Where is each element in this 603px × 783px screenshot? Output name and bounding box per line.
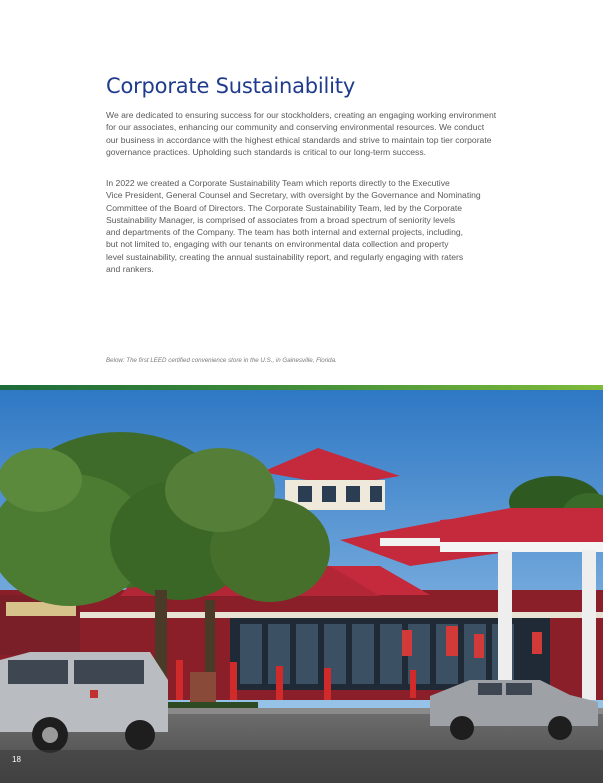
team-paragraph-line: Vice President, General Counsel and Secretary, with oversight by the Governance and Nominating [106, 190, 481, 201]
store-photo [0, 390, 603, 783]
intro-paragraph-line: our business in accordance with the highest ethical standards and strive to maintain top tier corporate [106, 134, 492, 145]
photo-caption: Below: The first LEED certified convenience store in the U.S., in Gainesville, Florida. [106, 357, 337, 364]
intro-paragraph-line: We are dedicated to ensuring success for our stockholders, creating an engaging working environment [106, 110, 497, 120]
team-paragraph-line: Committee of the Board of Directors. The Corporate Sustainability Team, led by the Corporate [106, 202, 463, 213]
page-title: Corporate Sustainability [106, 74, 356, 98]
intro-paragraph-line: for our associates, enhancing our community and conserving environmental resources. We conduct [106, 122, 485, 133]
team-paragraph-line: level sustainability, creating the annual sustainability report, and regularly engaging with raters [106, 251, 464, 262]
team-paragraph-line: and rankers. [106, 264, 154, 275]
team-paragraph-line: In 2022 we created a Corporate Sustainability Team which reports directly to the Executive [106, 178, 450, 188]
intro-paragraph [106, 109, 498, 158]
page-number: 18 [12, 755, 21, 764]
team-paragraph-line: but not limited to, engaging with our tenants on environmental data collection and property [106, 239, 449, 250]
team-paragraph-line: and departments of the Company. The team has both internal and external projects, including, [106, 227, 464, 238]
team-paragraph-line: Sustainability Manager, is comprised of associates from a broad spectrum of seniority levels [106, 214, 456, 225]
team-paragraph [106, 177, 498, 275]
intro-paragraph-line: governance practices. Upholding such standards is critical to our long-term success. [106, 146, 427, 157]
